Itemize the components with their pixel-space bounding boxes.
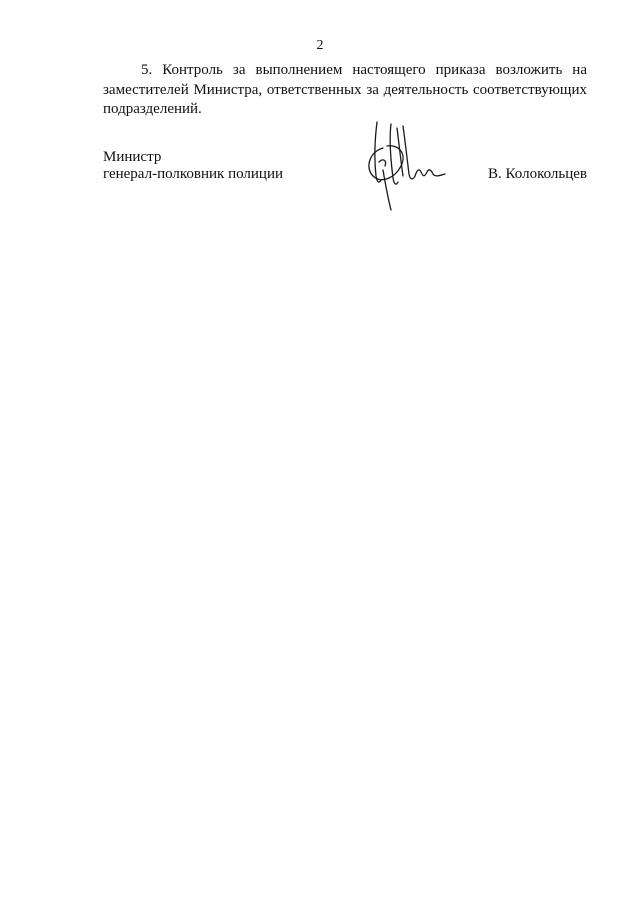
page-number: 2 xyxy=(316,38,324,53)
signature-block xyxy=(103,148,587,218)
paragraph-5: 5. Контроль за выполнением настоящего приказа возложить на заместителей Министра, ответственных за деятельность соответствующих подразделений. xyxy=(103,62,587,117)
signatory-title: Министр xyxy=(103,149,162,165)
signatory-name: В. Колокольцев xyxy=(488,166,587,182)
signatory-rank: генерал-полковник полиции xyxy=(103,166,284,182)
handwritten-signature-icon xyxy=(361,118,453,214)
